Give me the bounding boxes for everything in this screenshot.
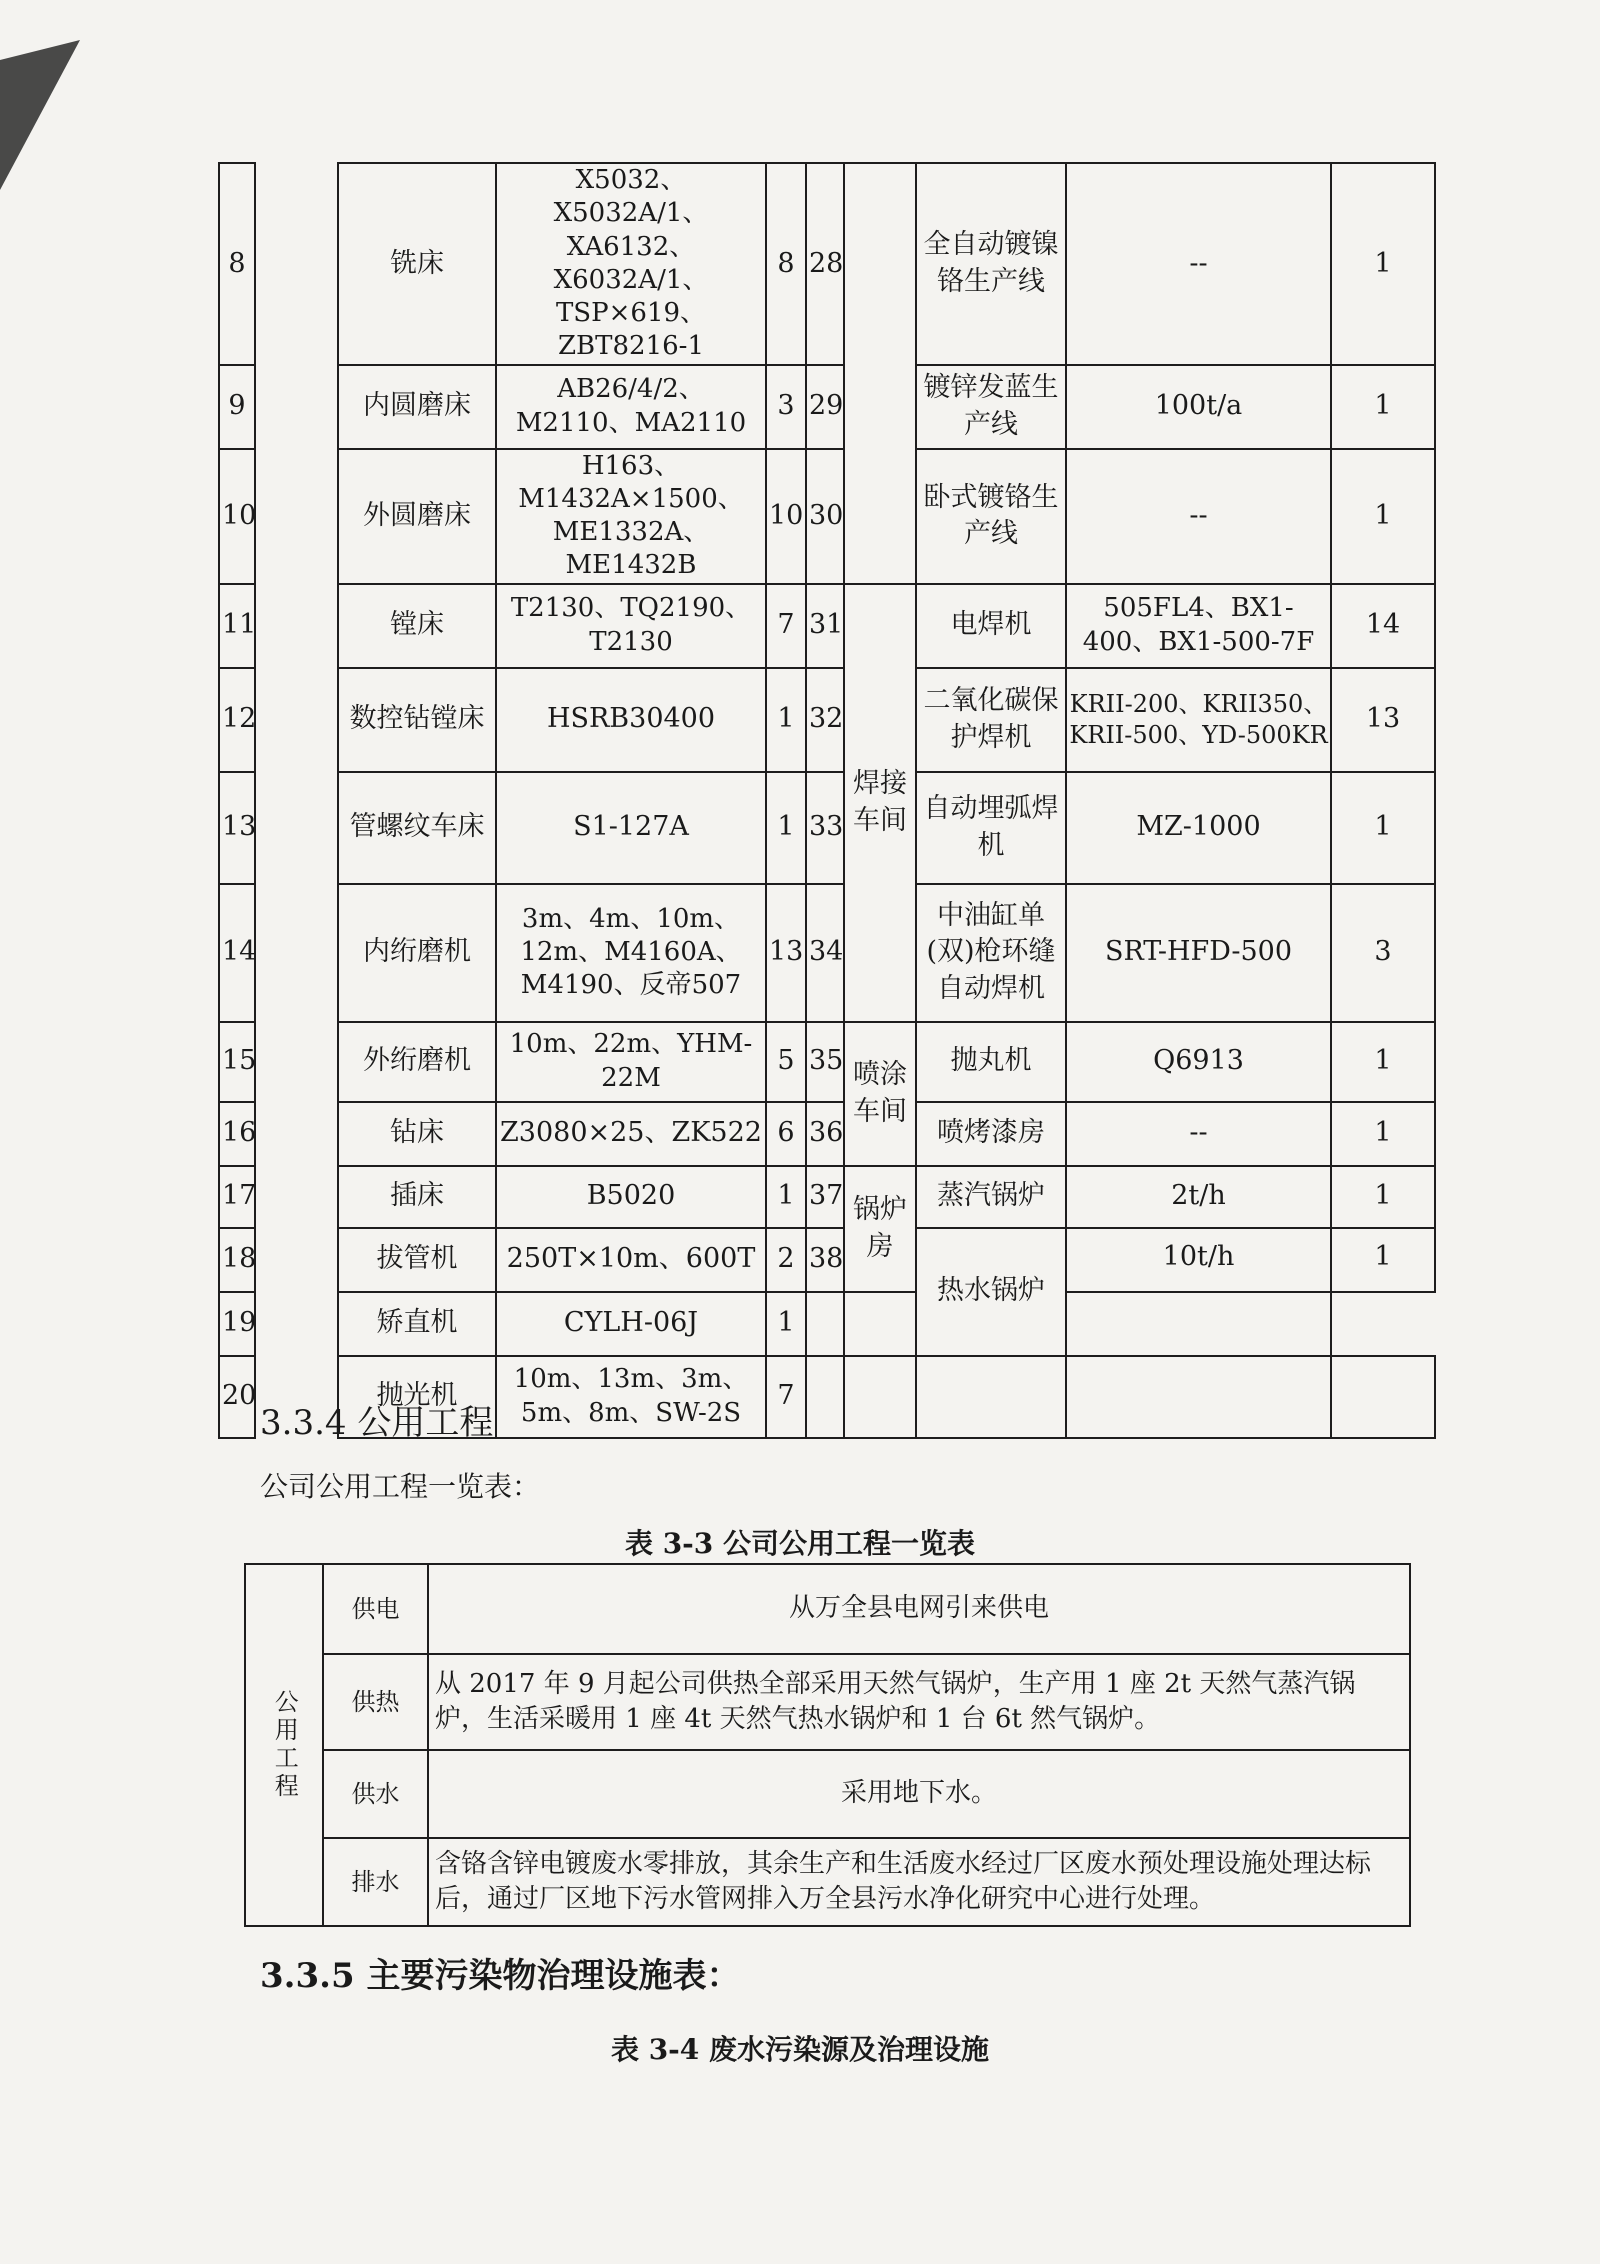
equipment-model: T2130、TQ2190、T2130 xyxy=(496,584,766,668)
equipment-model: B5020 xyxy=(496,1166,766,1228)
equipment-qty: 1 xyxy=(1331,772,1435,884)
equipment-model: -- xyxy=(1066,449,1331,584)
equipment-qty: 1 xyxy=(1331,449,1435,584)
equipment-model: 505FL4、BX1-400、BX1-500-7F xyxy=(1066,584,1331,668)
equipment-model: HSRB30400 xyxy=(496,668,766,772)
equipment-name: 抛光机 xyxy=(338,1356,496,1438)
row-number: 28 xyxy=(806,163,844,365)
equipment-qty: 7 xyxy=(766,1356,806,1438)
empty-cell xyxy=(844,1356,916,1438)
utility-label: 供电 xyxy=(323,1564,428,1654)
equipment-model: 100t/a xyxy=(1066,365,1331,449)
table-row xyxy=(245,1750,1410,1838)
utility-label: 排水 xyxy=(323,1838,428,1926)
section-heading-335: 3.3.5 主要污染物治理设施表： xyxy=(260,1956,741,1996)
utility-content: 从 2017 年 9 月起公司供热全部采用天然气锅炉，生产用 1 座 2t 天然气蒸汽锅炉，生活采暖用 1 座 4t 天然气热水锅炉和 1 台 6t 然气锅炉。 xyxy=(428,1654,1410,1750)
equipment-qty: 3 xyxy=(766,365,806,449)
table-row xyxy=(219,163,1435,365)
equipment-qty: 8 xyxy=(766,163,806,365)
equipment-name: 电焊机 xyxy=(916,584,1066,668)
equipment-name: 镗床 xyxy=(338,584,496,668)
equipment-model: SRT-HFD-500 xyxy=(1066,884,1331,1022)
row-number: 12 xyxy=(219,668,255,772)
equipment-qty: 1 xyxy=(766,1166,806,1228)
utility-category: 公用工程 xyxy=(245,1564,323,1926)
equipment-qty: 7 xyxy=(766,584,806,668)
utility-content: 采用地下水。 xyxy=(428,1750,1410,1838)
row-number: 20 xyxy=(219,1356,255,1438)
equipment-qty xyxy=(1066,1292,1331,1356)
workshop-cell-plating xyxy=(844,163,916,584)
table-row xyxy=(219,1166,1435,1228)
row-number: 38 xyxy=(806,1228,844,1292)
table-row xyxy=(219,1102,1435,1166)
equipment-name: 外绗磨机 xyxy=(338,1022,496,1102)
row-number: 34 xyxy=(806,884,844,1022)
equipment-qty: 1 xyxy=(766,668,806,772)
equipment-qty: 1 xyxy=(1331,163,1435,365)
row-number: 33 xyxy=(806,772,844,884)
equipment-qty: 2 xyxy=(766,1228,806,1292)
equipment-name: 热水锅炉 xyxy=(916,1228,1066,1356)
row-number: 36 xyxy=(806,1102,844,1166)
equipment-qty: 13 xyxy=(766,884,806,1022)
equipment-name: 拔管机 xyxy=(338,1228,496,1292)
equipment-name: 管螺纹车床 xyxy=(338,772,496,884)
equipment-qty: 5 xyxy=(766,1022,806,1102)
table-row xyxy=(219,1228,1435,1292)
row-number: 19 xyxy=(219,1292,255,1356)
equipment-qty: 1 xyxy=(1331,365,1435,449)
row-number xyxy=(806,1292,844,1356)
row-number xyxy=(806,1356,844,1438)
row-number: 37 xyxy=(806,1166,844,1228)
table-row xyxy=(219,449,1435,584)
table-row xyxy=(245,1654,1410,1750)
equipment-name: 数控钻镗床 xyxy=(338,668,496,772)
table-row xyxy=(219,1022,1435,1102)
equipment-name: 二氧化碳保护焊机 xyxy=(916,668,1066,772)
equipment-model: -- xyxy=(1066,163,1331,365)
table-row xyxy=(219,884,1435,1022)
equipment-model: Q6913 xyxy=(1066,1022,1331,1102)
equipment-name: 外圆磨床 xyxy=(338,449,496,584)
equipment-name: 抛丸机 xyxy=(916,1022,1066,1102)
row-number: 8 xyxy=(219,163,255,365)
equipment-qty: 10 xyxy=(766,449,806,584)
equipment-model: MZ-1000 xyxy=(1066,772,1331,884)
section-heading-334: 3.3.4 公用工程 xyxy=(260,1403,494,1443)
equipment-name: 喷烤漆房 xyxy=(916,1102,1066,1166)
merged-workshop-cell xyxy=(255,163,338,1438)
table-row xyxy=(219,772,1435,884)
table-caption-3-4: 表 3-4 废水污染源及治理设施 xyxy=(610,2033,990,2066)
row-number: 16 xyxy=(219,1102,255,1166)
row-number: 13 xyxy=(219,772,255,884)
row-number: 32 xyxy=(806,668,844,772)
equipment-name: 卧式镀铬生产线 xyxy=(916,449,1066,584)
row-number: 17 xyxy=(219,1166,255,1228)
equipment-name: 内绗磨机 xyxy=(338,884,496,1022)
row-number: 31 xyxy=(806,584,844,668)
equipment-qty: 6 xyxy=(766,1102,806,1166)
equipment-qty: 1 xyxy=(1331,1102,1435,1166)
equipment-qty: 1 xyxy=(1331,1022,1435,1102)
intro-paragraph: 公司公用工程一览表： xyxy=(260,1470,541,1503)
equipment-model xyxy=(1066,1356,1331,1438)
table-row xyxy=(245,1564,1410,1654)
utility-label: 供热 xyxy=(323,1654,428,1750)
equipment-name: 镀锌发蓝生产线 xyxy=(916,365,1066,449)
page-corner-shadow xyxy=(0,40,80,190)
equipment-model: S1-127A xyxy=(496,772,766,884)
workshop-spraying: 喷涂车间 xyxy=(844,1022,916,1166)
equipment-model: -- xyxy=(1066,1102,1331,1166)
equipment-name: 全自动镀镍铬生产线 xyxy=(916,163,1066,365)
equipment-qty: 13 xyxy=(1331,668,1435,772)
equipment-model: 10m、13m、3m、5m、8m、SW-2S xyxy=(496,1356,766,1438)
row-number: 29 xyxy=(806,365,844,449)
table-row xyxy=(219,584,1435,668)
row-number: 10 xyxy=(219,449,255,584)
row-number: 15 xyxy=(219,1022,255,1102)
table-caption-3-3: 表 3-3 公司公用工程一览表 xyxy=(624,1527,976,1560)
equipment-model: 10t/h xyxy=(1066,1228,1331,1292)
workshop-boiler: 锅炉房 xyxy=(844,1166,916,1292)
table-row xyxy=(219,668,1435,772)
utility-content: 从万全县电网引来供电 xyxy=(428,1564,1410,1654)
equipment-model: KRII-200、KRII350、KRII-500、YD-500KR xyxy=(1066,668,1331,772)
equipment-name: 中油缸单(双)枪环缝自动焊机 xyxy=(916,884,1066,1022)
workshop-welding: 焊接车间 xyxy=(844,584,916,1022)
row-number: 35 xyxy=(806,1022,844,1102)
equipment-qty: 14 xyxy=(1331,584,1435,668)
equipment-model xyxy=(844,1292,916,1356)
equipment-qty: 3 xyxy=(1331,884,1435,1022)
equipment-name: 内圆磨床 xyxy=(338,365,496,449)
equipment-name: 自动埋弧焊机 xyxy=(916,772,1066,884)
equipment-model: H163、M1432A×1500、ME1332A、ME1432B xyxy=(496,449,766,584)
equipment-name: 矫直机 xyxy=(338,1292,496,1356)
row-number: 9 xyxy=(219,365,255,449)
table-row xyxy=(219,365,1435,449)
utility-content: 含铬含锌电镀废水零排放，其余生产和生活废水经过厂区废水预处理设施处理达标后，通过厂区地下污水管网排入万全县污水净化研究中心进行处理。 xyxy=(428,1838,1410,1926)
equipment-model: AB26/4/2、M2110、MA2110 xyxy=(496,365,766,449)
equipment-name: 铣床 xyxy=(338,163,496,365)
row-number: 30 xyxy=(806,449,844,584)
table-row xyxy=(245,1838,1410,1926)
equipment-qty: 1 xyxy=(1331,1166,1435,1228)
equipment-qty: 1 xyxy=(766,1292,806,1356)
equipment-name: 钻床 xyxy=(338,1102,496,1166)
equipment-name xyxy=(916,1356,1066,1438)
equipment-qty: 1 xyxy=(1331,1228,1435,1292)
equipment-model: Z3080×25、ZK522 xyxy=(496,1102,766,1166)
equipment-model: 250T×10m、600T xyxy=(496,1228,766,1292)
row-number: 14 xyxy=(219,884,255,1022)
equipment-qty: 1 xyxy=(766,772,806,884)
utility-table xyxy=(244,1563,1411,1927)
equipment-model: 3m、4m、10m、12m、M4160A、M4190、反帝507 xyxy=(496,884,766,1022)
equipment-name: 蒸汽锅炉 xyxy=(916,1166,1066,1228)
table-row xyxy=(219,1292,1435,1356)
equipment-name: 插床 xyxy=(338,1166,496,1228)
equipment-model: 2t/h xyxy=(1066,1166,1331,1228)
row-number: 11 xyxy=(219,584,255,668)
equipment-model: CYLH-06J xyxy=(496,1292,766,1356)
row-number: 18 xyxy=(219,1228,255,1292)
utility-label: 供水 xyxy=(323,1750,428,1838)
equipment-model: 10m、22m、YHM-22M xyxy=(496,1022,766,1102)
equipment-model: X5032、X5032A/1、XA6132、X6032A/1、TSP×619、ZBT8216-1 xyxy=(496,163,766,365)
equipment-qty xyxy=(1331,1356,1435,1438)
equipment-table xyxy=(218,162,1436,1439)
